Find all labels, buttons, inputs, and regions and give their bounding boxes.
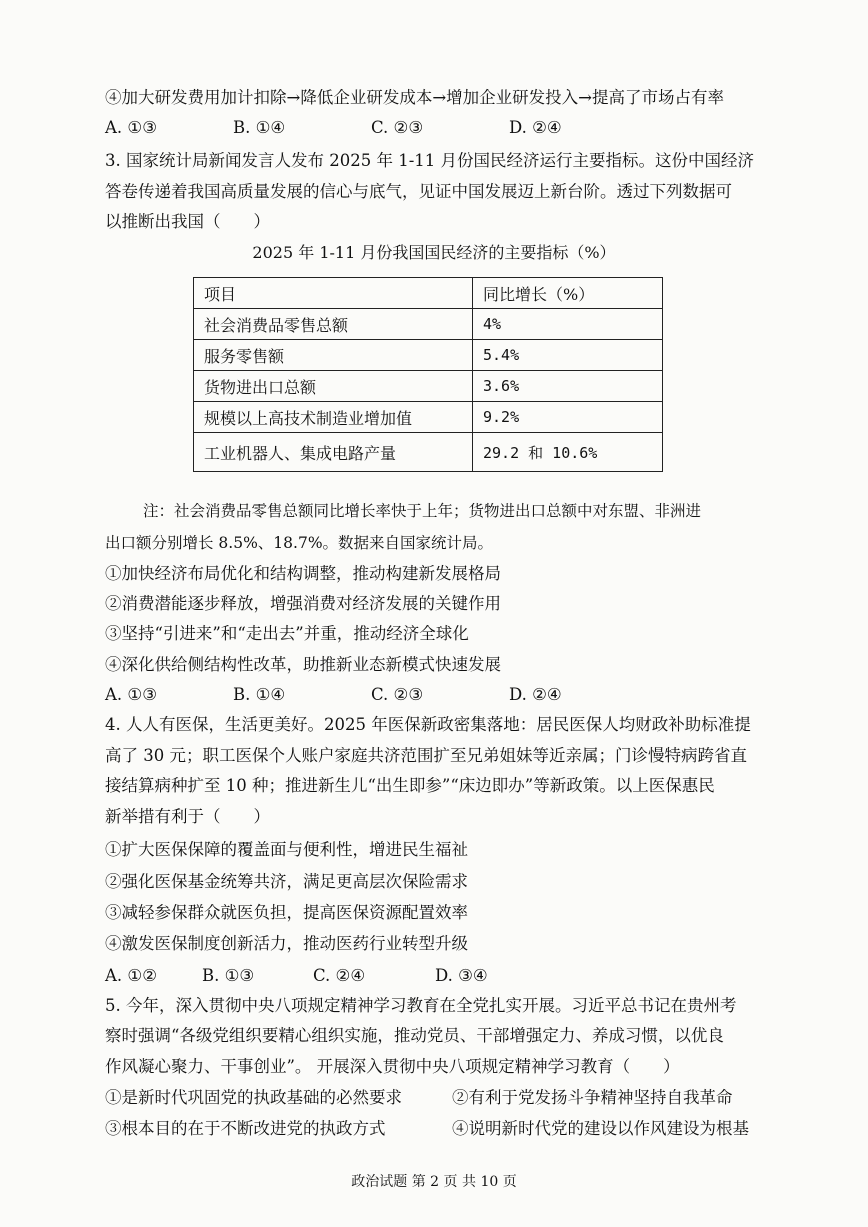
- q3-data-table: [193, 277, 663, 472]
- q5-items-row-1: [105, 1087, 785, 1109]
- q5-item-4: ④说明新时代党的建设以作风建设为根基: [452, 1119, 749, 1138]
- table-cell-value: 9.2%: [473, 402, 663, 433]
- table-header-item: 项目: [194, 278, 473, 309]
- q2-option-c: C. ②③: [371, 118, 424, 137]
- table-cell-item: 货物进出口总额: [194, 371, 473, 402]
- q3-stem-line-3: 以推断出我国（ ）: [105, 212, 270, 231]
- q5-item-1: ①是新时代巩固党的执政基础的必然要求: [105, 1088, 402, 1107]
- table-header-growth: 同比增长（%）: [473, 278, 663, 309]
- q3-option-c: C. ②③: [371, 685, 424, 704]
- q5-item-3: ③根本目的在于不断改进党的执政方式: [105, 1119, 386, 1138]
- q3-option-a: A. ①③: [105, 685, 157, 704]
- q3-option-d: D. ②④: [509, 685, 562, 704]
- q3-item-4: ④深化供给侧结构性改革，助推新业态新模式快速发展: [105, 655, 501, 674]
- q4-item-1: ①扩大医保保障的覆盖面与便利性，增进民生福祉: [105, 840, 468, 859]
- table-cell-item: 服务零售额: [194, 340, 473, 371]
- table-cell-item: 工业机器人、集成电路产量: [194, 433, 473, 472]
- q4-stem-line-3: 接结算病种扩至 10 种；推进新生儿“出生即参”“床边即办”等新政策。以上医保惠民: [105, 776, 715, 795]
- q3-item-2: ②消费潜能逐步释放，增强消费对经济发展的关键作用: [105, 594, 501, 613]
- q4-stem-line-4: 新举措有利于（ ）: [105, 807, 270, 826]
- q3-note-line-2: 出口额分别增长 8.5%、18.7%。数据来自国家统计局。: [105, 534, 494, 552]
- q3-stem-line-2: 答卷传递着我国高质量发展的信心与底气，见证中国发展迈上新台阶。透过下列数据可: [105, 182, 732, 201]
- table-row: [194, 433, 663, 472]
- q2-option-b: B. ①④: [233, 118, 286, 137]
- q4-item-2: ②强化医保基金统筹共济，满足更高层次保险需求: [105, 872, 468, 891]
- q4-option-c: C. ②④: [313, 966, 366, 985]
- q5-stem-line-2: 察时强调“各级党组织要精心组织实施，推动党员、干部增强定力、养成习惯，以优良: [105, 1026, 724, 1045]
- table-row: [194, 309, 663, 340]
- table-cell-value: 3.6%: [473, 371, 663, 402]
- q2-options: [105, 117, 705, 139]
- q4-options: [105, 965, 705, 987]
- table-header-row: [194, 278, 663, 309]
- table-row: [194, 340, 663, 371]
- q5-stem-line-3: 作风凝心聚力、干事创业”。 开展深入贯彻中央八项规定精神学习教育（ ）: [105, 1057, 680, 1076]
- table-cell-value: 4%: [473, 309, 663, 340]
- table-cell-item: 社会消费品零售总额: [194, 309, 473, 340]
- q3-table-title: 2025 年 1-11 月份我国国民经济的主要指标（%）: [252, 243, 616, 262]
- q4-option-a: A. ①②: [105, 966, 157, 985]
- q4-item-3: ③减轻参保群众就医负担，提高医保资源配置效率: [105, 903, 468, 922]
- q4-stem-line-1: 4. 人人有医保，生活更美好。2025 年医保新政密集落地：居民医保人均财政补助标准提: [105, 715, 751, 734]
- q4-option-d: D. ③④: [435, 966, 488, 985]
- table-row: [194, 402, 663, 433]
- q2-option-d: D. ②④: [509, 118, 562, 137]
- q3-note-line-1: 注：社会消费品零售总额同比增长率快于上年；货物进出口总额中对东盟、非洲进: [143, 502, 702, 520]
- q3-item-1: ①加快经济布局优化和结构调整，推动构建新发展格局: [105, 564, 501, 583]
- page-footer: 政治试题 第 2 页 共 10 页: [351, 1174, 517, 1190]
- table-cell-value: 29.2 和 10.6%: [473, 433, 663, 472]
- table-cell-value: 5.4%: [473, 340, 663, 371]
- q3-stem-line-1: 3. 国家统计局新闻发言人发布 2025 年 1-11 月份国民经济运行主要指标。这份中国经济: [105, 151, 755, 170]
- q3-option-b: B. ①④: [233, 685, 286, 704]
- q2-item-4: ④加大研发费用加计扣除→降低企业研发成本→增加企业研发投入→提高了市场占有率: [105, 88, 724, 107]
- q3-item-3: ③坚持“引进来”和“走出去”并重，推动经济全球化: [105, 624, 469, 643]
- q4-item-4: ④激发医保制度创新活力，推动医药行业转型升级: [105, 934, 468, 953]
- table-cell-item: 规模以上高技术制造业增加值: [194, 402, 473, 433]
- q5-stem-line-1: 5. 今年，深入贯彻中央八项规定精神学习教育在全党扎实开展。习近平总书记在贵州考: [105, 996, 737, 1015]
- q5-item-2: ②有利于党发扬斗争精神坚持自我革命: [452, 1088, 733, 1107]
- q2-option-a: A. ①③: [105, 118, 157, 137]
- q4-stem-line-2: 高了 30 元；职工医保个人账户家庭共济范围扩至兄弟姐妹等近亲属；门诊慢特病跨省直: [105, 746, 747, 765]
- q4-option-b: B. ①③: [202, 966, 255, 985]
- q5-items-row-2: [105, 1118, 785, 1140]
- q3-options: [105, 684, 705, 706]
- table-row: [194, 371, 663, 402]
